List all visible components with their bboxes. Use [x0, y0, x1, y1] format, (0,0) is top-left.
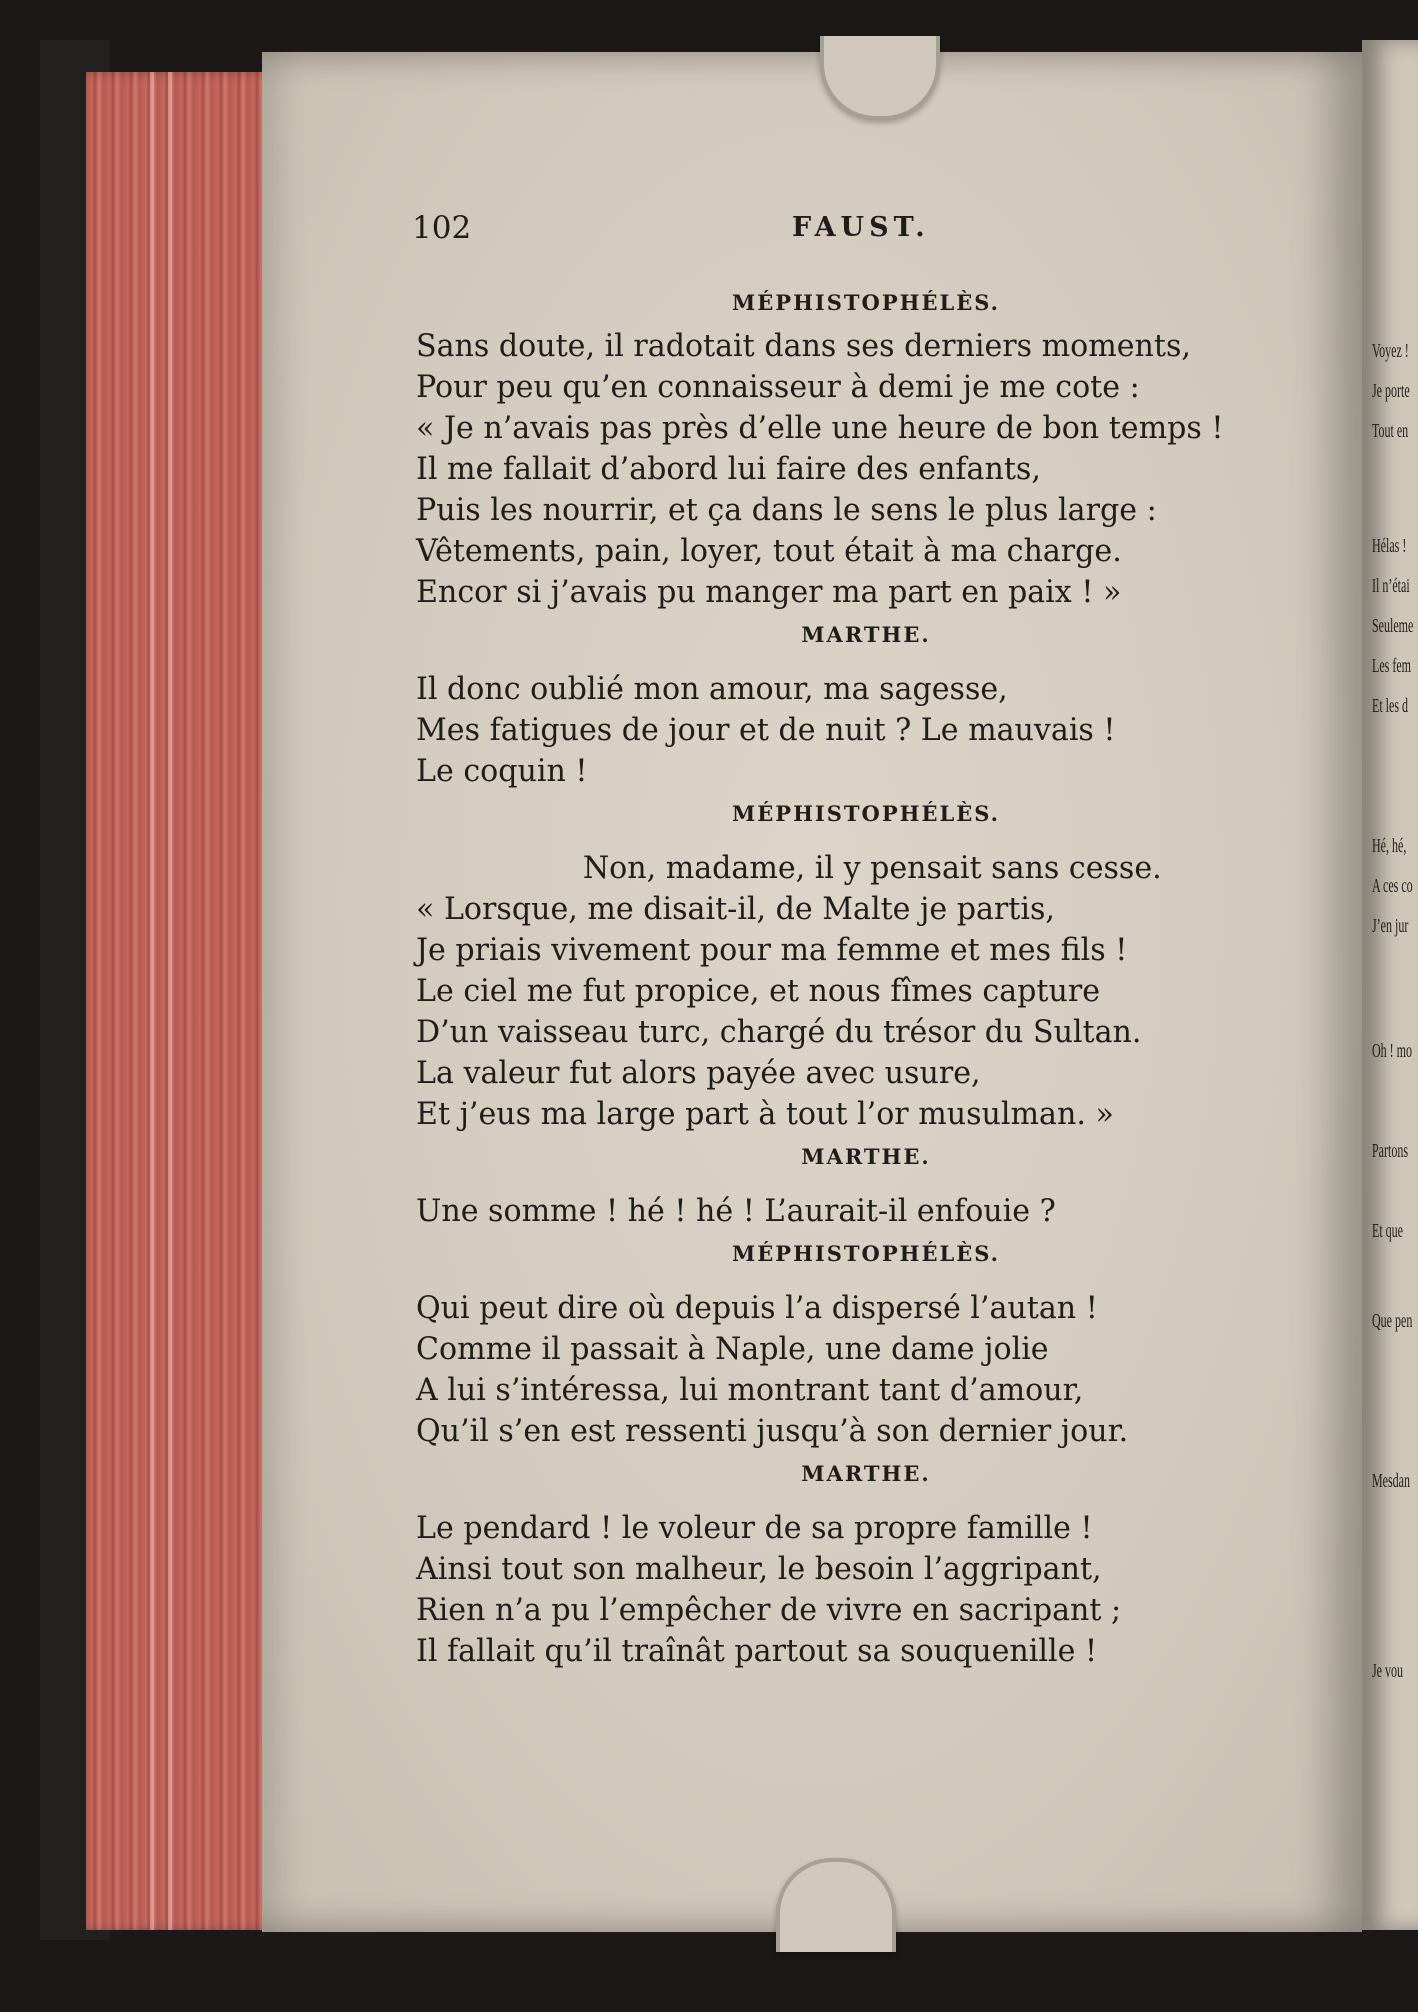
next-page-fragment: Mesdan — [1372, 1470, 1410, 1492]
play-text — [416, 280, 1256, 1672]
next-page-fragment: Et les d — [1372, 695, 1408, 717]
verse-line: La valeur fut alors payée avec usure, — [416, 1055, 981, 1091]
next-page-fragment: Oh ! mo — [1372, 1040, 1413, 1062]
next-page-fragment: J’en jur — [1372, 915, 1409, 937]
page-stack-red-edges — [86, 72, 272, 1930]
verse-line: Le coquin ! — [416, 753, 588, 789]
verse-line: A lui s’intéressa, lui montrant tant d’amour, — [416, 1372, 1084, 1408]
next-page-fragment: Tout en — [1372, 420, 1409, 442]
speaker-name: MÉPHISTOPHÉLÈS. — [732, 1241, 1000, 1266]
running-title: FAUST. — [792, 212, 930, 243]
verse-line: Rien n’a pu l’empêcher de vivre en sacripant ; — [416, 1592, 1122, 1628]
verse-line: Je priais vivement pour ma femme et mes fils ! — [416, 932, 1128, 968]
verse-line: Qui peut dire où depuis l’a dispersé l’autan ! — [416, 1290, 1098, 1326]
verse-line: Et j’eus ma large part à tout l’or musulman. » — [416, 1096, 1114, 1132]
next-page-fragment: Voyez ! — [1372, 340, 1409, 362]
verse-line: Ainsi tout son malheur, le besoin l’aggripant, — [416, 1551, 1102, 1587]
next-page-fragment: Je vou — [1372, 1660, 1404, 1682]
verse-line: Puis les nourrir, et ça dans le sens le plus large : — [416, 492, 1157, 528]
next-page-edge — [1362, 40, 1418, 1930]
speaker-name: MARTHE. — [801, 622, 931, 647]
page-header — [412, 210, 972, 250]
verse-line: Il fallait qu’il traînât partout sa souquenille ! — [416, 1633, 1098, 1669]
next-page-fragment: Partons — [1372, 1140, 1408, 1162]
next-page-fragment: Seuleme — [1372, 615, 1414, 637]
verse-line: Mes fatigues de jour et de nuit ? Le mauvais ! — [416, 712, 1116, 748]
verse-line: Pour peu qu’en connaisseur à demi je me cote : — [416, 369, 1140, 405]
next-page-fragment: Hé, hé, — [1372, 835, 1407, 857]
verse-line: D’un vaisseau turc, chargé du trésor du Sultan. — [416, 1014, 1142, 1050]
verse-line: Une somme ! hé ! hé ! L’aurait-il enfouie ? — [416, 1193, 1056, 1229]
speaker-name: MARTHE. — [801, 1461, 931, 1486]
verse-line: Il me fallait d’abord lui faire des enfants, — [416, 451, 1041, 487]
verse-line: Qu’il s’en est ressenti jusqu’à son dernier jour. — [416, 1413, 1129, 1449]
page-edge-highlight — [150, 72, 154, 1930]
next-page-fragment: Hélas ! — [1372, 535, 1407, 557]
verse-line: Encor si j’avais pu manger ma part en paix ! » — [416, 574, 1122, 610]
next-page-fragment: Il n’étai — [1372, 575, 1410, 597]
verse-line: Il donc oublié mon amour, ma sagesse, — [416, 671, 1008, 707]
verse-line: Sans doute, il radotait dans ses derniers moments, — [416, 328, 1191, 364]
page-edge-highlight — [168, 72, 172, 1930]
verse-line: Non, madame, il y pensait sans cesse. — [582, 850, 1162, 886]
speaker-name: MÉPHISTOPHÉLÈS. — [732, 801, 1000, 826]
verse-line: Comme il passait à Naple, une dame jolie — [416, 1331, 1049, 1367]
page-clip-bottom — [776, 1858, 896, 1952]
next-page-fragment: Et que — [1372, 1220, 1403, 1242]
next-page-fragment: Que pen — [1372, 1310, 1413, 1332]
next-page-fragment: Les fem — [1372, 655, 1411, 677]
verse-line: Le pendard ! le voleur de sa propre famille ! — [416, 1510, 1093, 1546]
page-number: 102 — [412, 210, 472, 246]
speaker-name: MÉPHISTOPHÉLÈS. — [732, 290, 1000, 315]
speaker-name: MARTHE. — [801, 1144, 931, 1169]
verse-line: « Lorsque, me disait-il, de Malte je partis, — [416, 891, 1055, 927]
verse-line: Le ciel me fut propice, et nous fîmes capture — [416, 973, 1101, 1009]
verse-line: « Je n’avais pas près d’elle une heure de bon temps ! — [416, 410, 1224, 446]
next-page-fragment: Je porte — [1372, 380, 1410, 402]
verse-line: Vêtements, pain, loyer, tout était à ma charge. — [416, 533, 1122, 569]
next-page-fragment: A ces co — [1372, 875, 1413, 897]
